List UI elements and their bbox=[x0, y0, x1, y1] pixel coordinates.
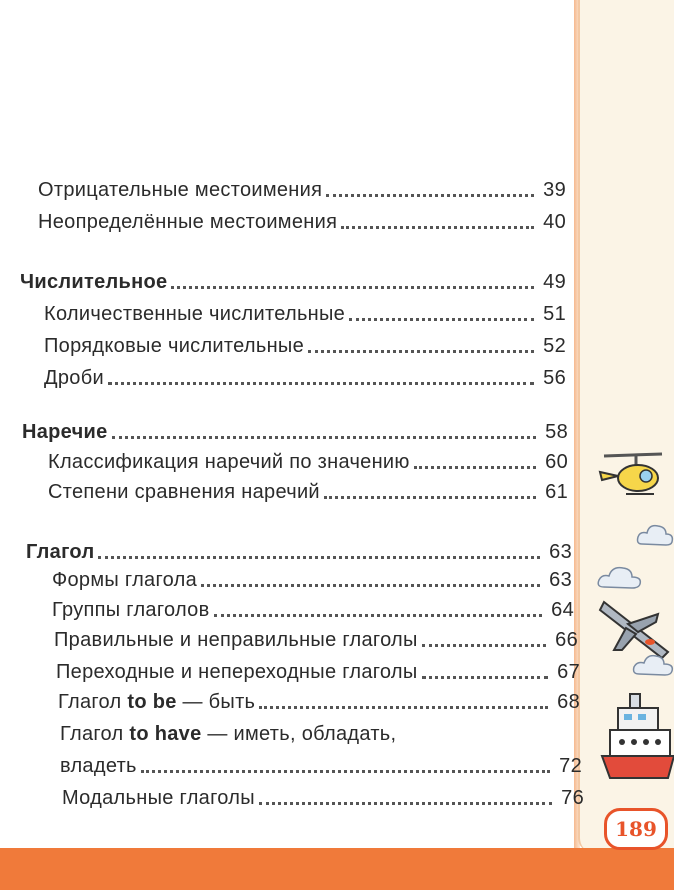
toc-entry-continuation: владеть bbox=[60, 755, 137, 777]
toc-entry-to-have-line2 bbox=[60, 754, 582, 778]
toc-entry-page: 63 bbox=[549, 569, 572, 591]
toc-entry-page: 64 bbox=[551, 599, 574, 621]
toc-heading-title: Глагол bbox=[26, 541, 95, 563]
toc-entry-to-be bbox=[58, 690, 580, 714]
toc-entry bbox=[54, 628, 578, 652]
toc-leader bbox=[349, 316, 534, 321]
toc-entry-title: Дроби bbox=[44, 367, 104, 389]
toc-entry-page: 68 bbox=[557, 691, 580, 713]
toc-leader bbox=[422, 642, 546, 647]
toc-entry-page: 76 bbox=[561, 787, 584, 809]
english-term: to have bbox=[129, 723, 202, 745]
toc-entry-page: 72 bbox=[559, 755, 582, 777]
toc-entry-page: 52 bbox=[543, 335, 566, 357]
toc-leader bbox=[201, 582, 540, 587]
toc-entry-page: 40 bbox=[543, 211, 566, 233]
toc-entry-title: Правильные и неправильные глаголы bbox=[54, 629, 418, 651]
toc-leader bbox=[414, 464, 536, 469]
toc-entry-prefix: Глагол bbox=[60, 723, 124, 745]
page-number-badge: 189 bbox=[604, 808, 668, 850]
toc-leader bbox=[214, 612, 542, 617]
ship-icon bbox=[600, 688, 674, 784]
helicopter-icon bbox=[596, 446, 666, 504]
toc-entry-title: Отрицательные местоимения bbox=[38, 179, 323, 201]
toc-entry bbox=[44, 366, 566, 390]
toc-leader bbox=[259, 800, 552, 805]
toc-heading-title: Числительное bbox=[20, 271, 168, 293]
cloud-icon bbox=[596, 562, 644, 592]
toc-leader bbox=[98, 554, 540, 559]
toc-section-heading bbox=[26, 540, 572, 564]
toc-heading-title: Наречие bbox=[22, 421, 108, 443]
toc-leader bbox=[341, 224, 534, 229]
toc-entry bbox=[44, 302, 566, 326]
toc-leader bbox=[108, 380, 534, 385]
toc-section-heading bbox=[20, 270, 566, 294]
toc-leader bbox=[171, 284, 534, 289]
toc-entry bbox=[52, 598, 574, 622]
toc-entry-title bbox=[58, 690, 255, 714]
toc-entry-page: 66 bbox=[555, 629, 578, 651]
toc-entry-page: 67 bbox=[557, 661, 580, 683]
toc-entry-prefix: Глагол bbox=[58, 691, 122, 713]
toc-leader bbox=[422, 674, 548, 679]
toc-entry-page: 60 bbox=[545, 451, 568, 473]
toc-entry-suffix: — иметь, обладать, bbox=[207, 723, 397, 745]
toc-entry-suffix: — быть bbox=[182, 691, 256, 713]
toc-entry-title: Формы глагола bbox=[52, 569, 198, 591]
toc-leader bbox=[112, 434, 536, 439]
toc-entry bbox=[38, 178, 566, 202]
toc-entry bbox=[48, 480, 568, 504]
toc-entry-to-have-line1 bbox=[60, 722, 396, 746]
toc-leader bbox=[308, 348, 534, 353]
toc-heading-page: 58 bbox=[545, 421, 568, 443]
toc-leader bbox=[141, 768, 550, 773]
toc-entry bbox=[62, 786, 584, 810]
cloud-icon bbox=[632, 650, 674, 680]
toc-entry-title: Группы глаголов bbox=[52, 599, 210, 621]
toc-entry bbox=[52, 568, 572, 592]
toc-entry bbox=[38, 210, 566, 234]
toc-entry-title: Количественные числительные bbox=[44, 303, 346, 325]
toc-entry-page: 51 bbox=[543, 303, 566, 325]
toc-entry bbox=[48, 450, 568, 474]
toc-entry-title: Модальные глаголы bbox=[62, 787, 255, 809]
cloud-icon bbox=[636, 520, 674, 550]
toc-leader bbox=[324, 494, 536, 499]
toc-heading-page: 63 bbox=[549, 541, 572, 563]
bottom-color-band bbox=[0, 848, 674, 890]
toc-entry-title: Порядковые числительные bbox=[44, 335, 305, 357]
toc-entry bbox=[56, 660, 580, 684]
toc-section-heading bbox=[22, 420, 568, 444]
toc-entry-page: 61 bbox=[545, 481, 568, 503]
toc-entry-page: 39 bbox=[543, 179, 566, 201]
toc-entry-page: 56 bbox=[543, 367, 566, 389]
toc-entry-title: Неопределённые местоимения bbox=[38, 211, 338, 233]
toc-entry bbox=[44, 334, 566, 358]
toc-heading-page: 49 bbox=[543, 271, 566, 293]
toc-entry-title: Степени сравнения наречий bbox=[48, 481, 320, 503]
english-term: to be bbox=[127, 691, 177, 713]
toc-leader bbox=[259, 704, 548, 709]
toc-entry-title: Переходные и непереходные глаголы bbox=[56, 661, 418, 683]
toc-leader bbox=[326, 192, 534, 197]
toc-entry-title: Классификация наречий по значению bbox=[48, 451, 410, 473]
